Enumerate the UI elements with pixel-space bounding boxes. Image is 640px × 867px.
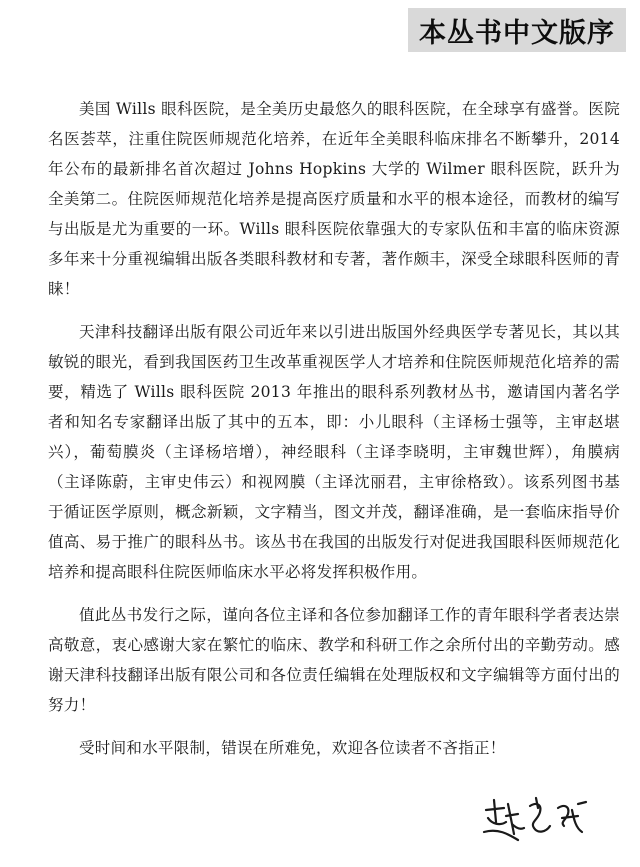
signature-icon — [478, 788, 598, 848]
paragraph-3: 值此丛书发行之际，谨向各位主译和各位参加翻译工作的青年眼科学者表达崇高敬意，衷心感谢大家在繁忙的临床、教学和科研工作之余所付出的辛勤劳动。感谢天津科技翻译出版有限公司和各位责任编辑在处理版权和文字编辑等方面付出的努力！ — [48, 606, 620, 714]
preface-body — [48, 94, 620, 776]
paragraph-4: 受时间和水平限制，错误在所难免，欢迎各位读者不吝指正！ — [79, 739, 506, 757]
page-title: 本丛书中文版序 — [419, 17, 615, 49]
paragraph-1: 美国 Wills 眼科医院，是全美历史最悠久的眼科医院，在全球享有盛誉。医院名医荟萃，注重住院医师规范化培养，在近年全美眼科临床排名不断攀升，2014 年公布的最新排名首次超过 Johns Hopkins 大学的 Wilmer 眼科医院，跃升为全美第二。住院医师规范化培养是提高医疗质量和水平的根本途径，而教材的编写与出版是尤为重要的一环。Wills 眼科医院依靠强大的专家队伍和丰富的临床资源多年来十分重视编辑出版各类眼科教材和专著，著作颇丰，深受全球眼科医师的青睐！ — [48, 100, 620, 298]
title-banner — [408, 8, 626, 52]
paragraph-2: 天津科技翻译出版有限公司近年来以引进出版国外经典医学专著见长，其以其敏锐的眼光，看到我国医药卫生改革重视医学人才培养和住院医师规范化培养的需要，精选了 Wills 眼科医院 2013 年推出的眼科系列教材丛书，邀请国内著名学者和知名专家翻译出版了其中的五本，即：小儿眼科（主译杨士强等，主审赵堪兴），葡萄膜炎（主译杨培增），神经眼科（主译李晓明，主审魏世辉），角膜病（主译陈蔚，主审史伟云）和视网膜（主译沈丽君，主审徐格致）。该系列图书基于循证医学原则，概念新颖，文字精当，图文并茂，翻译准确，是一套临床指导价值高、易于推广的眼科丛书。该丛书在我国的出版发行对促进我国眼科医师规范化培养和提高眼科住院医师临床水平必将发挥积极作用。 — [48, 323, 620, 581]
handwritten-signature — [478, 788, 598, 848]
